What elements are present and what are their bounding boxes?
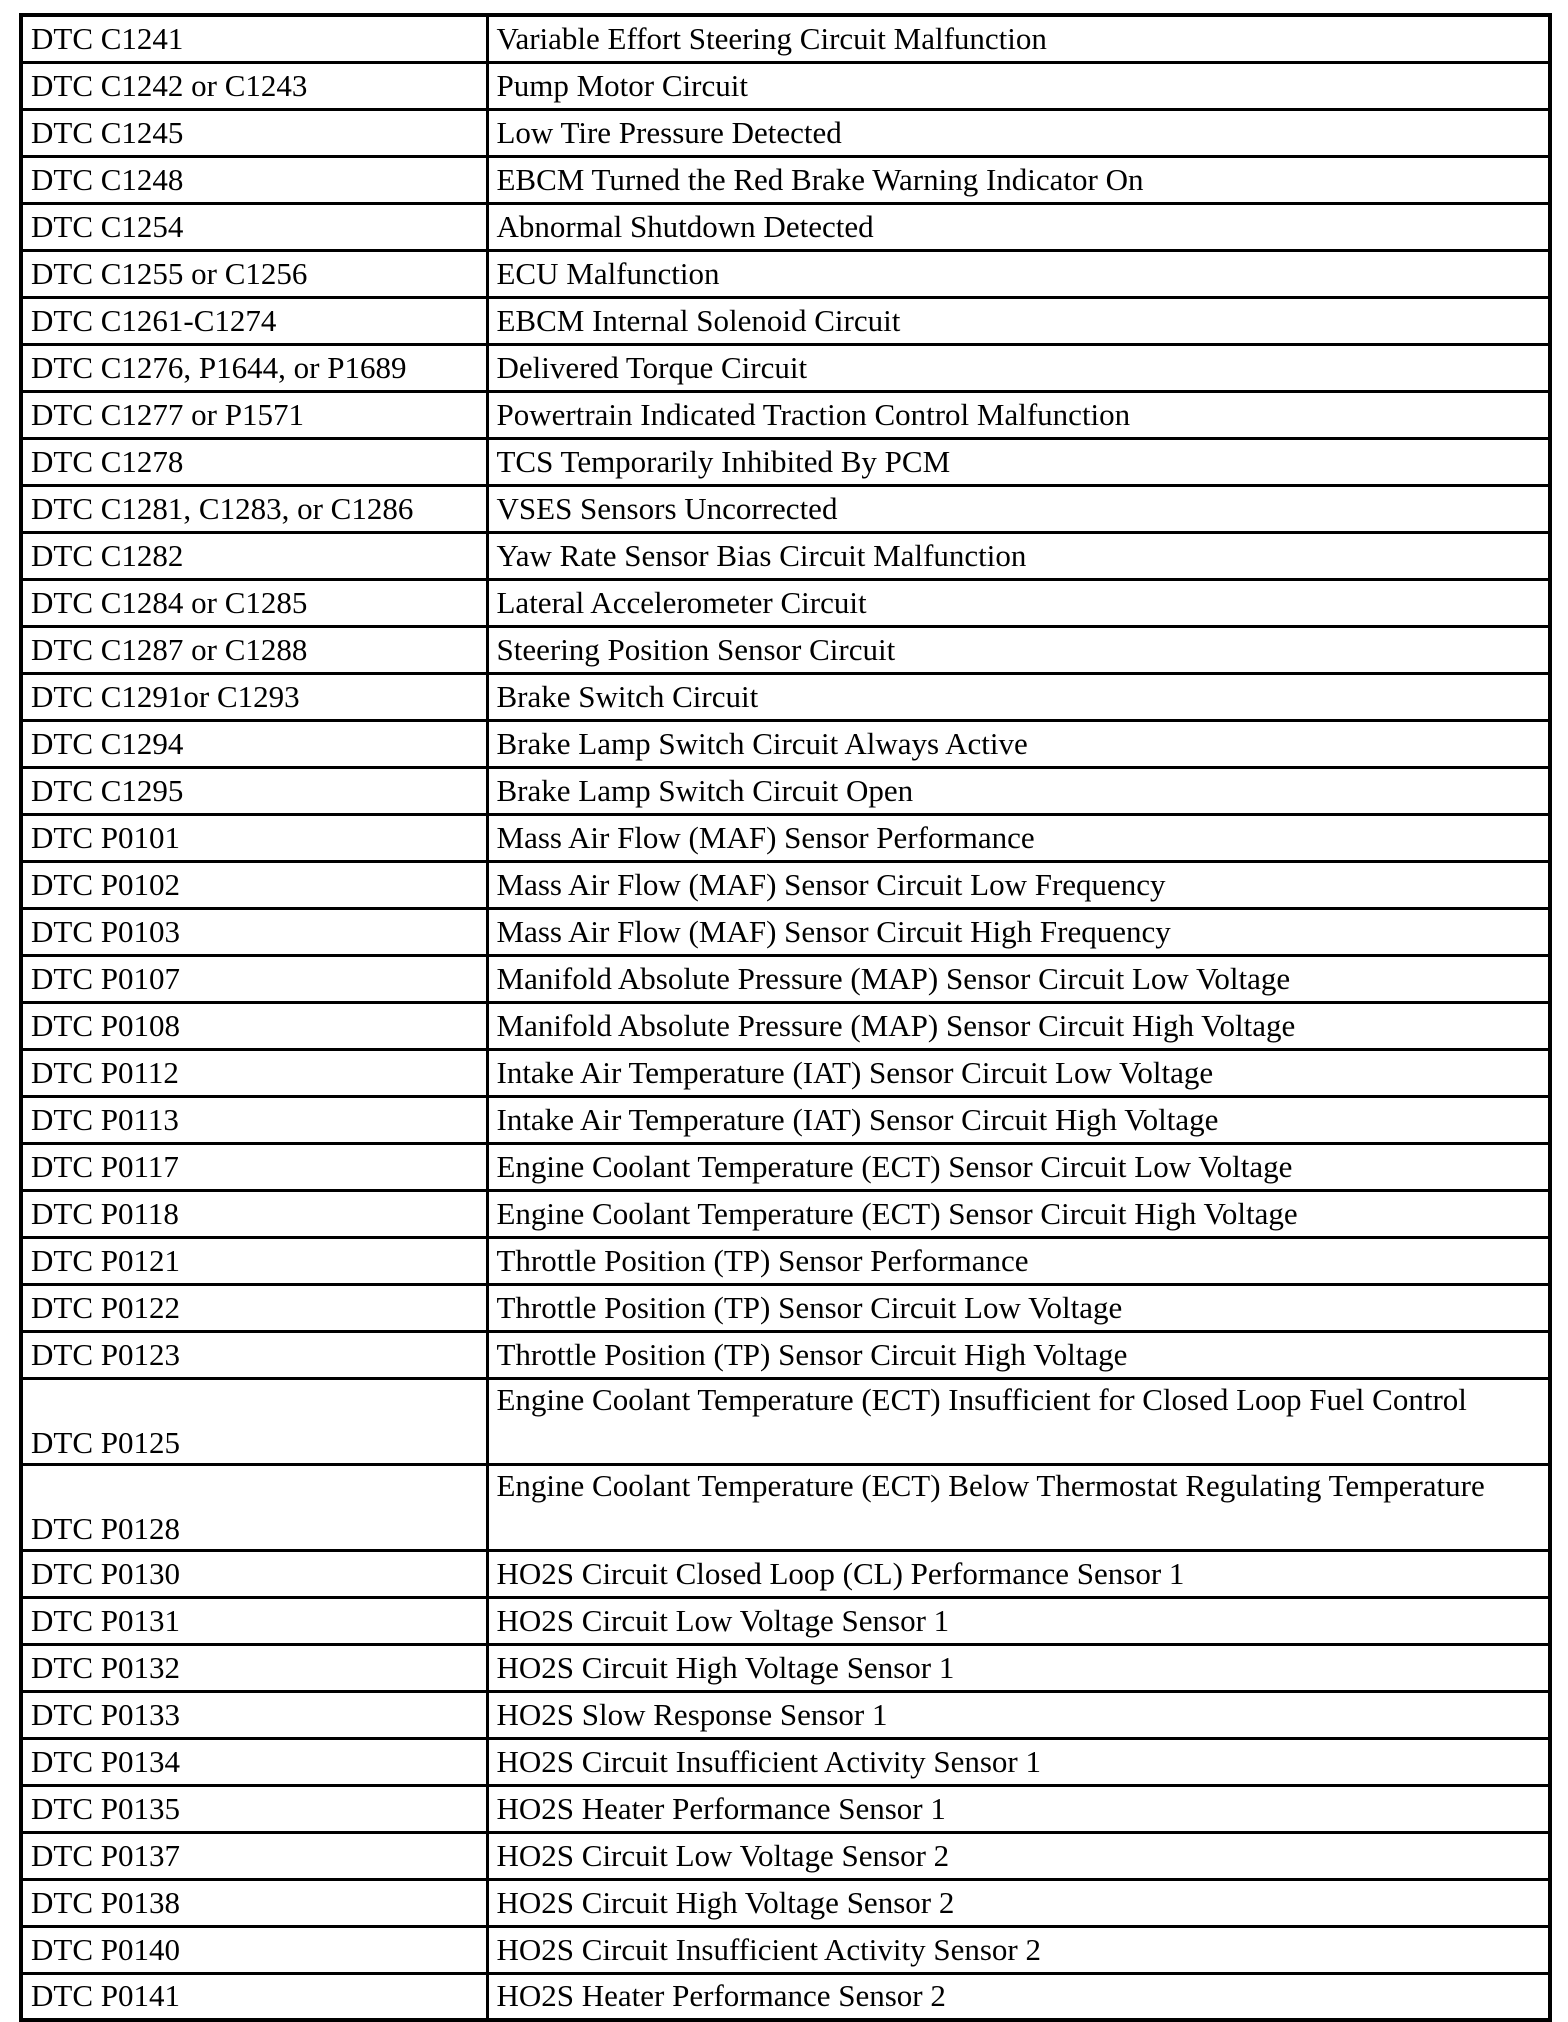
table-row (21, 203, 1550, 250)
table-row (21, 1331, 1550, 1378)
dtc-description-cell: Delivered Torque Circuit (487, 344, 1550, 391)
dtc-code-cell: DTC P0138 (21, 1879, 487, 1926)
dtc-description-cell: HO2S Circuit Low Voltage Sensor 2 (487, 1832, 1550, 1879)
table-row (21, 250, 1550, 297)
dtc-code-cell: DTC P0121 (21, 1237, 487, 1284)
dtc-description-cell: Low Tire Pressure Detected (487, 109, 1550, 156)
table-row (21, 1096, 1550, 1143)
dtc-code-cell: DTC P0101 (21, 814, 487, 861)
table-row (21, 297, 1550, 344)
table-row (21, 579, 1550, 626)
dtc-code-cell: DTC C1291or C1293 (21, 673, 487, 720)
dtc-code-cell: DTC P0140 (21, 1926, 487, 1973)
dtc-description-cell: Abnormal Shutdown Detected (487, 203, 1550, 250)
table-row (21, 438, 1550, 485)
dtc-code-table (19, 13, 1552, 2022)
table-row (21, 532, 1550, 579)
dtc-description-cell: Intake Air Temperature (IAT) Sensor Circuit High Voltage (487, 1096, 1550, 1143)
dtc-description-cell: EBCM Turned the Red Brake Warning Indicator On (487, 156, 1550, 203)
table-row (21, 1464, 1550, 1550)
table-row (21, 1879, 1550, 1926)
dtc-code-cell: DTC P0128 (21, 1464, 487, 1550)
dtc-code-cell: DTC C1294 (21, 720, 487, 767)
table-row (21, 1597, 1550, 1644)
table-row (21, 1143, 1550, 1190)
table-row (21, 1550, 1550, 1597)
dtc-code-cell: DTC C1278 (21, 438, 487, 485)
table-row (21, 1973, 1550, 2020)
dtc-code-cell: DTC P0137 (21, 1832, 487, 1879)
table-row (21, 1237, 1550, 1284)
table-row (21, 814, 1550, 861)
table-row (21, 720, 1550, 767)
dtc-description-cell: VSES Sensors Uncorrected (487, 485, 1550, 532)
dtc-code-cell: DTC P0132 (21, 1644, 487, 1691)
dtc-description-cell: ECU Malfunction (487, 250, 1550, 297)
dtc-description-cell: Throttle Position (TP) Sensor Performance (487, 1237, 1550, 1284)
table-row (21, 156, 1550, 203)
dtc-description-cell: Throttle Position (TP) Sensor Circuit Low Voltage (487, 1284, 1550, 1331)
dtc-description-cell: Engine Coolant Temperature (ECT) Sensor Circuit High Voltage (487, 1190, 1550, 1237)
table-row (21, 485, 1550, 532)
table-row (21, 861, 1550, 908)
dtc-description-cell: Yaw Rate Sensor Bias Circuit Malfunction (487, 532, 1550, 579)
dtc-code-cell: DTC P0117 (21, 1143, 487, 1190)
dtc-code-cell: DTC P0118 (21, 1190, 487, 1237)
dtc-code-cell: DTC P0130 (21, 1550, 487, 1597)
dtc-description-cell: Brake Lamp Switch Circuit Open (487, 767, 1550, 814)
table-row (21, 673, 1550, 720)
table-row (21, 1785, 1550, 1832)
table-row (21, 1691, 1550, 1738)
dtc-code-cell: DTC C1255 or C1256 (21, 250, 487, 297)
dtc-description-cell: HO2S Circuit Low Voltage Sensor 1 (487, 1597, 1550, 1644)
dtc-description-cell: EBCM Internal Solenoid Circuit (487, 297, 1550, 344)
dtc-table-body (21, 15, 1550, 2020)
dtc-description-cell: Brake Lamp Switch Circuit Always Active (487, 720, 1550, 767)
dtc-code-cell: DTC P0102 (21, 861, 487, 908)
dtc-code-cell: DTC P0134 (21, 1738, 487, 1785)
table-row (21, 344, 1550, 391)
table-row (21, 1832, 1550, 1879)
dtc-description-cell: Mass Air Flow (MAF) Sensor Circuit Low Frequency (487, 861, 1550, 908)
dtc-code-cell: DTC P0123 (21, 1331, 487, 1378)
dtc-code-cell: DTC C1245 (21, 109, 487, 156)
table-row (21, 1644, 1550, 1691)
dtc-code-cell: DTC P0112 (21, 1049, 487, 1096)
dtc-code-cell: DTC P0113 (21, 1096, 487, 1143)
dtc-description-cell: HO2S Slow Response Sensor 1 (487, 1691, 1550, 1738)
dtc-code-cell: DTC P0122 (21, 1284, 487, 1331)
table-row (21, 908, 1550, 955)
dtc-code-cell: DTC C1295 (21, 767, 487, 814)
dtc-description-cell: HO2S Circuit Insufficient Activity Sensor 1 (487, 1738, 1550, 1785)
dtc-code-cell: DTC P0141 (21, 1973, 487, 2020)
dtc-description-cell: Mass Air Flow (MAF) Sensor Circuit High Frequency (487, 908, 1550, 955)
table-row (21, 955, 1550, 1002)
dtc-description-cell: Variable Effort Steering Circuit Malfunction (487, 15, 1550, 62)
dtc-description-cell: HO2S Heater Performance Sensor 2 (487, 1973, 1550, 2020)
dtc-code-cell: DTC P0133 (21, 1691, 487, 1738)
dtc-description-cell: Engine Coolant Temperature (ECT) Below Thermostat Regulating Temperature (487, 1464, 1550, 1550)
dtc-description-cell: TCS Temporarily Inhibited By PCM (487, 438, 1550, 485)
dtc-description-cell: Pump Motor Circuit (487, 62, 1550, 109)
table-row (21, 1926, 1550, 1973)
dtc-description-cell: Manifold Absolute Pressure (MAP) Sensor Circuit Low Voltage (487, 955, 1550, 1002)
dtc-description-cell: Intake Air Temperature (IAT) Sensor Circuit Low Voltage (487, 1049, 1550, 1096)
dtc-code-cell: DTC C1248 (21, 156, 487, 203)
table-row (21, 1049, 1550, 1096)
dtc-description-cell: HO2S Circuit Closed Loop (CL) Performance Sensor 1 (487, 1550, 1550, 1597)
dtc-description-cell: Steering Position Sensor Circuit (487, 626, 1550, 673)
table-row (21, 391, 1550, 438)
table-row (21, 1190, 1550, 1237)
table-row (21, 62, 1550, 109)
dtc-code-cell: DTC C1241 (21, 15, 487, 62)
table-row (21, 767, 1550, 814)
dtc-description-cell: Powertrain Indicated Traction Control Malfunction (487, 391, 1550, 438)
dtc-code-cell: DTC P0131 (21, 1597, 487, 1644)
dtc-code-cell: DTC C1254 (21, 203, 487, 250)
dtc-code-cell: DTC P0135 (21, 1785, 487, 1832)
dtc-code-cell: DTC C1287 or C1288 (21, 626, 487, 673)
dtc-description-cell: Engine Coolant Temperature (ECT) Insufficient for Closed Loop Fuel Control (487, 1378, 1550, 1464)
table-row (21, 626, 1550, 673)
dtc-description-cell: Brake Switch Circuit (487, 673, 1550, 720)
dtc-description-cell: HO2S Circuit Insufficient Activity Sensor 2 (487, 1926, 1550, 1973)
dtc-code-cell: DTC C1282 (21, 532, 487, 579)
dtc-code-cell: DTC P0125 (21, 1378, 487, 1464)
dtc-description-cell: Throttle Position (TP) Sensor Circuit High Voltage (487, 1331, 1550, 1378)
table-row (21, 1378, 1550, 1464)
table-row (21, 1738, 1550, 1785)
table-row (21, 1002, 1550, 1049)
table-row (21, 1284, 1550, 1331)
dtc-code-cell: DTC C1281, C1283, or C1286 (21, 485, 487, 532)
dtc-code-cell: DTC P0108 (21, 1002, 487, 1049)
dtc-description-cell: Manifold Absolute Pressure (MAP) Sensor Circuit High Voltage (487, 1002, 1550, 1049)
dtc-description-cell: Lateral Accelerometer Circuit (487, 579, 1550, 626)
dtc-description-cell: Mass Air Flow (MAF) Sensor Performance (487, 814, 1550, 861)
dtc-code-cell: DTC C1276, P1644, or P1689 (21, 344, 487, 391)
dtc-description-cell: HO2S Heater Performance Sensor 1 (487, 1785, 1550, 1832)
dtc-code-cell: DTC P0107 (21, 955, 487, 1002)
dtc-code-cell: DTC C1242 or C1243 (21, 62, 487, 109)
dtc-description-cell: HO2S Circuit High Voltage Sensor 1 (487, 1644, 1550, 1691)
dtc-description-cell: HO2S Circuit High Voltage Sensor 2 (487, 1879, 1550, 1926)
dtc-code-cell: DTC C1277 or P1571 (21, 391, 487, 438)
dtc-code-cell: DTC C1261-C1274 (21, 297, 487, 344)
table-row (21, 109, 1550, 156)
table-row (21, 15, 1550, 62)
dtc-description-cell: Engine Coolant Temperature (ECT) Sensor Circuit Low Voltage (487, 1143, 1550, 1190)
dtc-code-cell: DTC P0103 (21, 908, 487, 955)
dtc-code-cell: DTC C1284 or C1285 (21, 579, 487, 626)
